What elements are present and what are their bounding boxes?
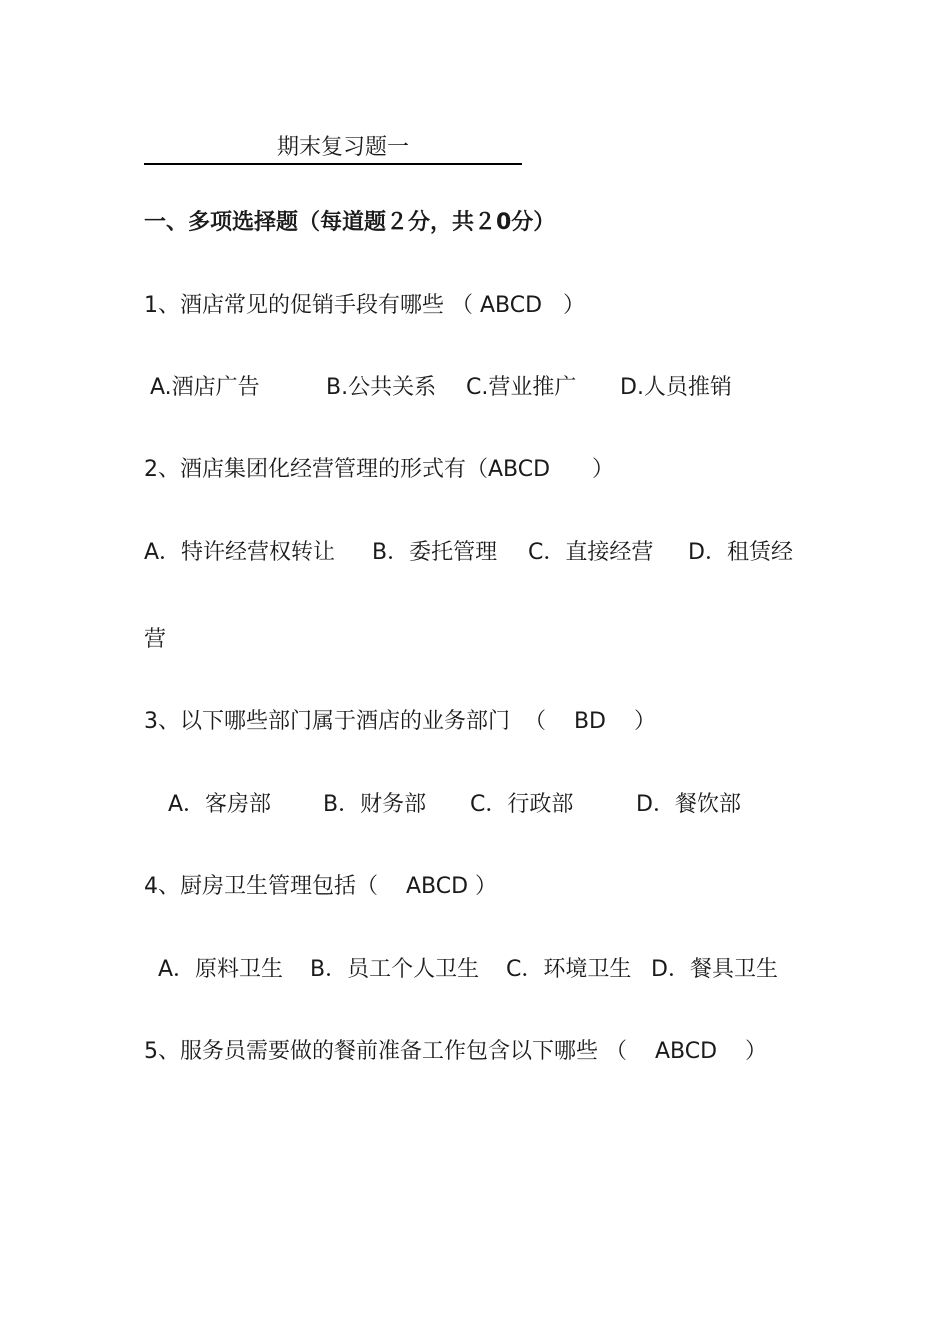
title-text: 期末复习题一 bbox=[276, 135, 409, 160]
question-1-stem: 1、酒店常见的促销手段有哪些 （ ABCD ） bbox=[144, 293, 586, 318]
question-1-option-a: A.酒店广告 bbox=[150, 375, 260, 400]
question-3-option-c: C．行政部 bbox=[470, 792, 574, 817]
question-3-option-b: B．财务部 bbox=[323, 792, 427, 817]
question-3-option-a: A．客房部 bbox=[168, 792, 272, 817]
question-2-option-d: D．租赁经 bbox=[688, 540, 793, 565]
question-4-option-a: A．原料卫生 bbox=[158, 957, 284, 982]
question-1-option-d: D.人员推销 bbox=[620, 375, 732, 400]
question-3-option-d: D．餐饮部 bbox=[636, 792, 741, 817]
question-2-option-c: C．直接经营 bbox=[528, 540, 654, 565]
question-2-option-a: A．特许经营权转让 bbox=[144, 540, 336, 565]
question-4-option-c: C．环境卫生 bbox=[506, 957, 632, 982]
question-4-stem: 4、厨房卫生管理包括（ ABCD ） bbox=[144, 874, 498, 899]
question-5-stem: 5、服务员需要做的餐前准备工作包含以下哪些 （ ABCD ） bbox=[144, 1039, 767, 1064]
question-4-option-d: D．餐具卫生 bbox=[651, 957, 778, 982]
question-3-stem: 3、以下哪些部门属于酒店的业务部门 （ BD ） bbox=[144, 709, 656, 734]
section-heading: 一、多项选择题（每道题２分，共２0分） bbox=[144, 210, 556, 235]
question-2-continuation: 营 bbox=[144, 627, 167, 652]
question-2-option-b: B．委托管理 bbox=[372, 540, 498, 565]
question-4-option-b: B．员工个人卫生 bbox=[310, 957, 480, 982]
question-2-stem: 2、酒店集团化经营管理的形式有（ABCD ） bbox=[144, 457, 615, 482]
question-1-option-b: B.公共关系 bbox=[326, 375, 437, 400]
document-title bbox=[144, 133, 522, 165]
question-1-option-c: C.营业推广 bbox=[466, 375, 577, 400]
